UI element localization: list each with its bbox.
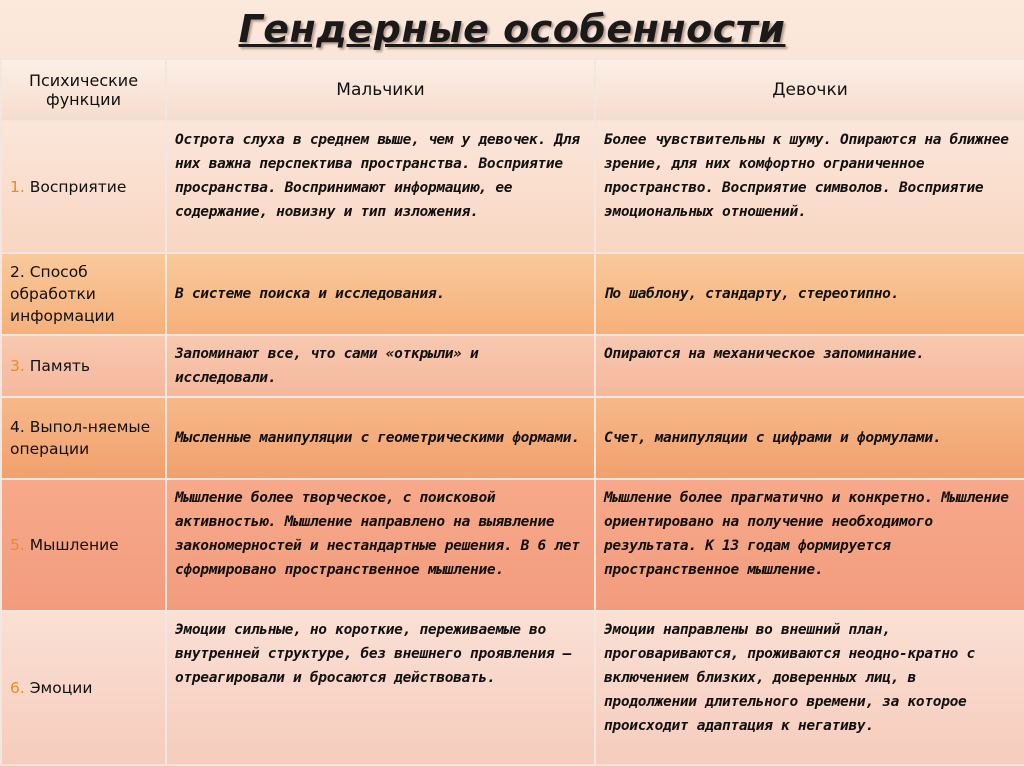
girls-cell: Эмоции направлены во внешний план, проговариваются, проживаются неодно-кратно с включением близких, доверенных лиц, в продолжении длительного времени, за которое происходит адаптация к негативу.	[595, 611, 1024, 765]
table-row	[1, 335, 1024, 397]
boys-cell: Эмоции сильные, но короткие, переживаемые во внутренней структуре, без внешнего проявления – отреагировали и бросаются действовать.	[166, 611, 595, 765]
boys-cell: Мысленные манипуляции с геометрическими формами.	[166, 397, 595, 479]
function-cell	[1, 335, 166, 397]
row-number: 5.	[10, 536, 25, 554]
girls-cell: Счет, манипуляции с цифрами и формулами.	[595, 397, 1024, 479]
function-name: Мышление	[29, 536, 119, 554]
function-name: Выпол-няемые операции	[10, 418, 151, 458]
boys-cell: Острота слуха в среднем выше, чем у девочек. Для них важна перспектива пространства. Восприятие просранства. Воспринимают информацию, ее содержание, новизну и тип изложения.	[166, 121, 595, 253]
table-row	[1, 121, 1024, 253]
function-cell	[1, 479, 166, 611]
function-name: Способ обработки информации	[10, 263, 115, 325]
girls-cell: Мышление более прагматично и конкретно. Мышление ориентировано на получение необходимого результата. К 13 годам формируется пространственное мышление.	[595, 479, 1024, 611]
header-boys: Мальчики	[166, 59, 595, 121]
row-number: 6.	[10, 679, 25, 697]
table-row	[1, 397, 1024, 479]
function-name: Эмоции	[29, 679, 93, 697]
row-number: 1.	[10, 178, 25, 196]
table-header-row	[1, 59, 1024, 121]
row-number: 3.	[10, 357, 25, 375]
row-number: 2.	[10, 263, 25, 281]
function-name: Память	[29, 357, 91, 375]
table-row	[1, 479, 1024, 611]
girls-cell: Опираются на механическое запоминание.	[595, 335, 1024, 397]
girls-cell: Более чувствительны к шуму. Опираются на ближнее зрение, для них комфортно ограниченное пространство. Восприятие символов. Восприятие эмоциональных отношений.	[595, 121, 1024, 253]
function-name: Восприятие	[29, 178, 127, 196]
function-cell	[1, 397, 166, 479]
page-title: Гендерные особенности	[238, 7, 786, 51]
function-cell	[1, 253, 166, 335]
function-cell	[1, 121, 166, 253]
boys-cell: Мышление более творческое, с поисковой активностью. Мышление направлено на выявление закономерностей и нестандартные решения. В 6 лет сформировано пространственное мышление.	[166, 479, 595, 611]
header-functions: Психические функции	[1, 59, 166, 121]
table-row	[1, 611, 1024, 765]
gender-table	[0, 58, 1024, 766]
boys-cell: Запоминают все, что сами «открыли» и исследовали.	[166, 335, 595, 397]
row-number: 4.	[10, 418, 25, 436]
table-row	[1, 253, 1024, 335]
girls-cell: По шаблону, стандарту, стереотипно.	[595, 253, 1024, 335]
header-girls: Девочки	[595, 59, 1024, 121]
boys-cell: В системе поиска и исследования.	[166, 253, 595, 335]
function-cell	[1, 611, 166, 765]
